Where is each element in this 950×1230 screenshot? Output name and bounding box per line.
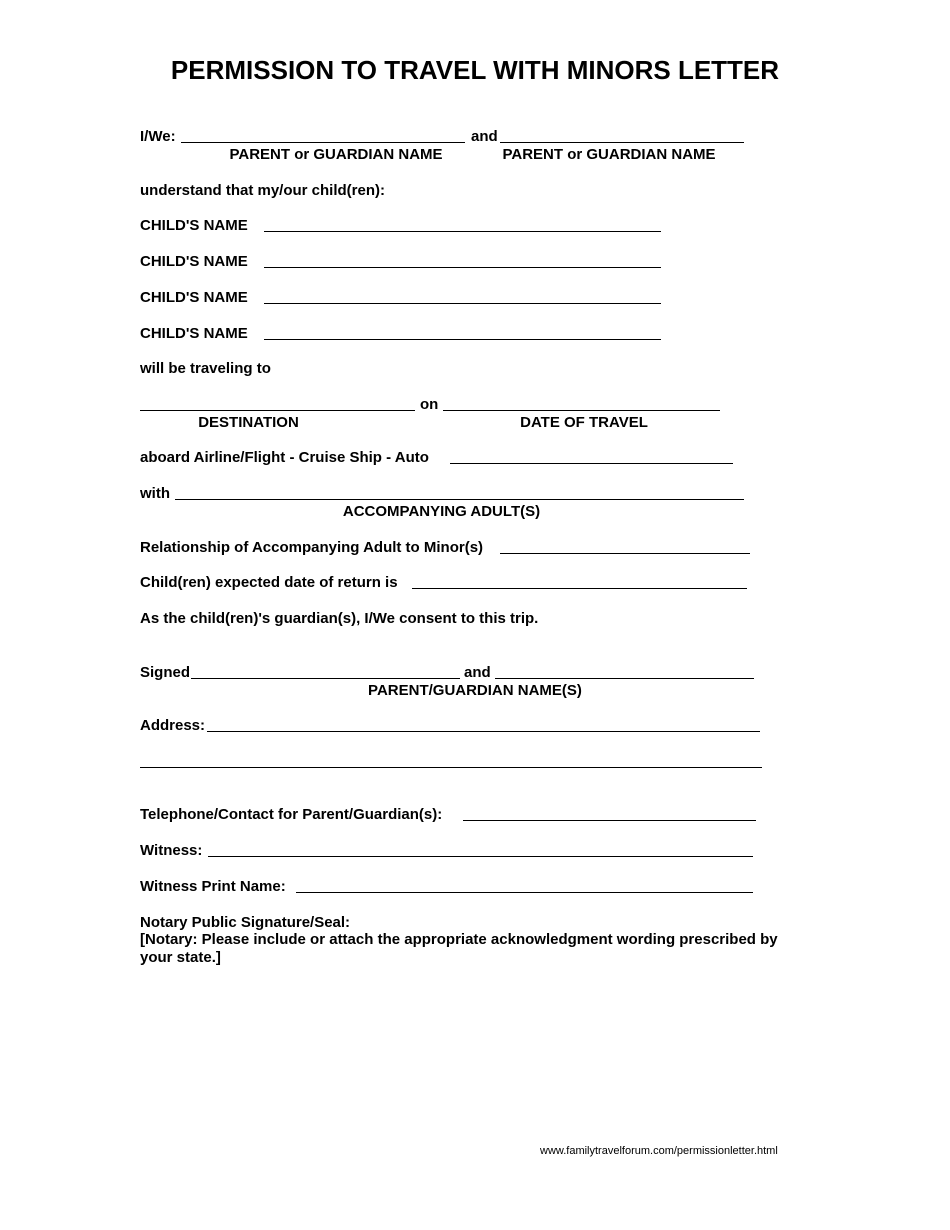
address-field-line2[interactable] [140,767,762,768]
destination-field[interactable] [140,410,415,411]
understand-text: understand that my/our child(ren): [140,182,386,199]
child-label: CHILD'S NAME [140,325,248,342]
child-name-field[interactable] [264,231,661,232]
witness-field[interactable] [208,856,753,857]
date-of-travel-field[interactable] [443,410,720,411]
parent2-field[interactable] [500,142,744,143]
return-date-field[interactable] [412,588,747,589]
date-caption: DATE OF TRAVEL [520,414,648,431]
child-label: CHILD'S NAME [140,217,248,234]
telephone-label: Telephone/Contact for Parent/Guardian(s): [140,806,443,823]
child-label: CHILD'S NAME [140,253,248,270]
signature2-field[interactable] [495,678,754,679]
parent1-field[interactable] [181,142,465,143]
child-name-field[interactable] [264,267,661,268]
child-name-field[interactable] [264,303,661,304]
telephone-field[interactable] [463,820,756,821]
notary-instruction-line1: [Notary: Please include or attach the appropriate acknowledgment wording prescribed by [140,931,778,948]
accompanying-caption: ACCOMPANYING ADULT(S) [342,503,541,520]
on-label: on [420,396,439,413]
footer-url: www.familytravelforum.com/permissionletter.html [540,1145,778,1157]
consent-text: As the child(ren)'s guardian(s), I/We consent to this trip. [140,610,539,627]
traveling-text: will be traveling to [140,360,271,377]
return-label: Child(ren) expected date of return is [140,574,398,591]
signed-label: Signed [140,664,191,681]
signed-caption: PARENT/GUARDIAN NAME(S) [368,682,582,699]
iwe-label: I/We: [140,128,176,145]
parent2-caption: PARENT or GUARDIAN NAME [502,146,716,163]
parent1-caption: PARENT or GUARDIAN NAME [229,146,443,163]
address-label: Address: [140,717,206,734]
witness-print-field[interactable] [296,892,753,893]
and-label: and [471,128,498,145]
notary-instruction-line2: your state.] [140,949,221,966]
witness-label: Witness: [140,842,203,859]
aboard-label: aboard Airline/Flight - Cruise Ship - Auto [140,449,429,466]
witness-print-label: Witness Print Name: [140,878,286,895]
signed-and-label: and [464,664,491,681]
page-title: PERMISSION TO TRAVEL WITH MINORS LETTER [170,55,780,85]
with-label: with [140,485,170,502]
transport-field[interactable] [450,463,733,464]
notary-heading: Notary Public Signature/Seal: [140,914,351,931]
child-name-field[interactable] [264,339,661,340]
relationship-field[interactable] [500,553,750,554]
destination-caption: DESTINATION [198,414,299,431]
address-field[interactable] [207,731,760,732]
child-label: CHILD'S NAME [140,289,248,306]
signature1-field[interactable] [191,678,460,679]
accompanying-adult-field[interactable] [175,499,744,500]
relationship-label: Relationship of Accompanying Adult to Minor(s) [140,539,484,556]
